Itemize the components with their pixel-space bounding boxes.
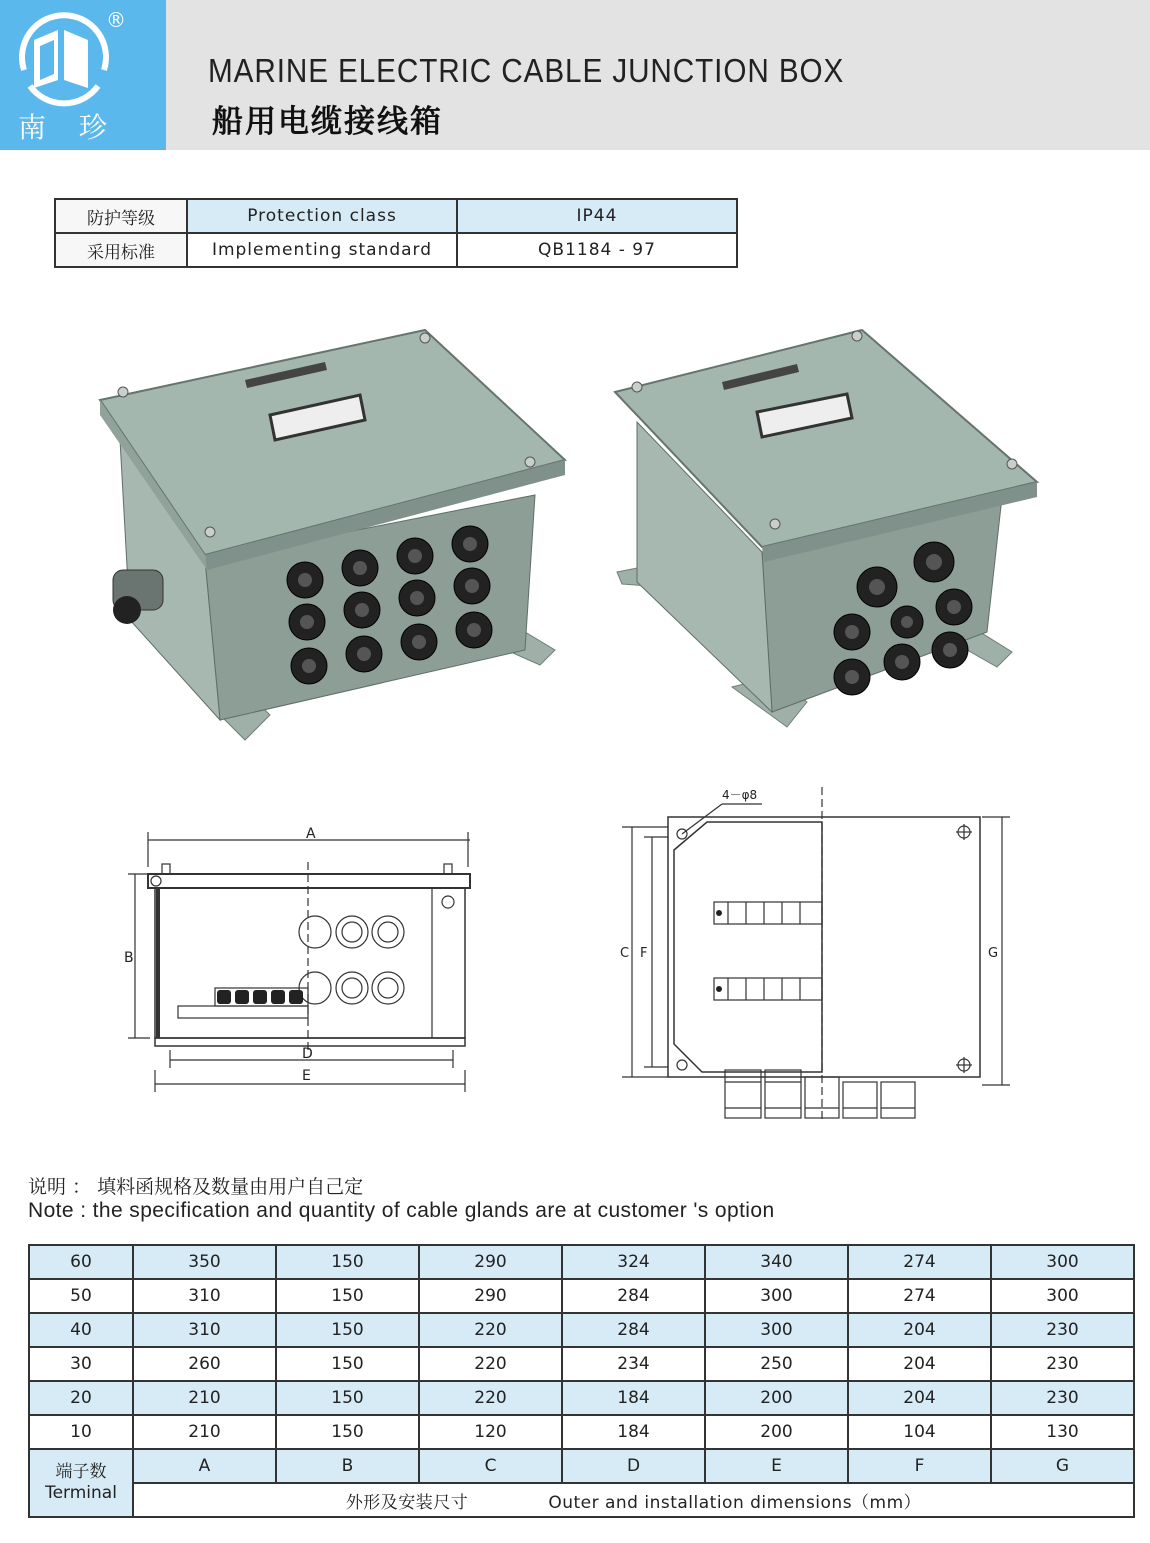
spec-label-en: Implementing standard	[187, 233, 457, 267]
dim-value: 340	[705, 1245, 848, 1279]
column-header: A	[133, 1449, 276, 1483]
dim-label-g: G	[988, 946, 999, 961]
dim-value: 300	[991, 1279, 1134, 1313]
dim-value: 324	[562, 1245, 705, 1279]
table-header-row	[29, 1449, 1134, 1483]
spec-value: QB1184 - 97	[457, 233, 737, 267]
dim-value: 184	[562, 1381, 705, 1415]
dim-value: 250	[705, 1347, 848, 1381]
spec-row-protection	[55, 199, 737, 233]
dim-value: 284	[562, 1313, 705, 1347]
dim-value: 150	[276, 1313, 419, 1347]
terminal-count: 20	[29, 1381, 133, 1415]
junction-box-photo-small	[612, 322, 1042, 737]
table-row	[29, 1347, 1134, 1381]
dim-value: 130	[991, 1415, 1134, 1449]
dim-value: 210	[133, 1381, 276, 1415]
dim-value: 184	[562, 1415, 705, 1449]
caption-en: Outer and installation dimensions（mm）	[548, 1492, 922, 1513]
page-title-en: MARINE ELECTRIC CABLE JUNCTION BOX	[208, 52, 845, 89]
dim-value: 220	[419, 1313, 562, 1347]
hole-spec-label: 4－φ8	[722, 788, 758, 802]
dim-label-f: F	[640, 946, 648, 961]
page-title-cn: 船用电缆接线箱	[212, 104, 443, 140]
dim-value: 230	[991, 1381, 1134, 1415]
dim-label-b: B	[124, 950, 134, 966]
dim-value: 200	[705, 1415, 848, 1449]
dim-value: 150	[276, 1415, 419, 1449]
dim-label-c: C	[620, 946, 630, 961]
table-row	[29, 1415, 1134, 1449]
dim-value: 290	[419, 1279, 562, 1313]
dim-label-a: A	[306, 826, 316, 842]
terminal-header	[29, 1449, 133, 1517]
dim-value: 230	[991, 1313, 1134, 1347]
dim-value: 204	[848, 1313, 991, 1347]
table-row	[29, 1279, 1134, 1313]
dimensions-caption	[133, 1483, 1134, 1517]
dim-value: 200	[705, 1381, 848, 1415]
dim-value: 300	[705, 1313, 848, 1347]
terminal-count: 40	[29, 1313, 133, 1347]
side-section-drawing	[120, 822, 480, 1097]
dim-value: 260	[133, 1347, 276, 1381]
column-header: B	[276, 1449, 419, 1483]
dim-value: 274	[848, 1245, 991, 1279]
dim-value: 220	[419, 1347, 562, 1381]
terminal-count: 10	[29, 1415, 133, 1449]
spec-row-standard	[55, 233, 737, 267]
dim-value: 284	[562, 1279, 705, 1313]
dim-value: 104	[848, 1415, 991, 1449]
dim-value: 150	[276, 1347, 419, 1381]
table-footer-row	[29, 1483, 1134, 1517]
column-header: C	[419, 1449, 562, 1483]
dim-value: 204	[848, 1347, 991, 1381]
table-row	[29, 1313, 1134, 1347]
dim-value: 234	[562, 1347, 705, 1381]
caption-cn: 外形及安装尺寸	[345, 1492, 469, 1513]
spec-value: IP44	[457, 199, 737, 233]
plan-view-drawing	[612, 782, 1017, 1127]
dim-value: 150	[276, 1245, 419, 1279]
column-header: E	[705, 1449, 848, 1483]
dim-value: 290	[419, 1245, 562, 1279]
terminal-label-en: Terminal	[45, 1483, 117, 1503]
spec-label-cn: 采用标准	[55, 233, 187, 267]
dim-value: 150	[276, 1381, 419, 1415]
column-header: F	[848, 1449, 991, 1483]
table-row	[29, 1245, 1134, 1279]
note-en: Note : the specification and quantity of cable glands are at customer 's option	[28, 1199, 775, 1222]
dim-value: 204	[848, 1381, 991, 1415]
terminal-count: 60	[29, 1245, 133, 1279]
dim-value: 220	[419, 1381, 562, 1415]
spec-label-en: Protection class	[187, 199, 457, 233]
dim-value: 350	[133, 1245, 276, 1279]
spec-label-cn: 防护等级	[55, 199, 187, 233]
terminal-count: 30	[29, 1347, 133, 1381]
dim-value: 120	[419, 1415, 562, 1449]
dim-label-e: E	[302, 1068, 311, 1084]
terminal-count: 50	[29, 1279, 133, 1313]
dim-value: 310	[133, 1313, 276, 1347]
dim-value: 150	[276, 1279, 419, 1313]
brand-logo	[0, 0, 166, 150]
spec-table	[54, 198, 738, 268]
terminal-label-cn: 端子数	[55, 1462, 107, 1482]
table-row	[29, 1381, 1134, 1415]
column-header: D	[562, 1449, 705, 1483]
registered-mark: ®	[106, 8, 126, 32]
column-header: G	[991, 1449, 1134, 1483]
dim-value: 300	[991, 1245, 1134, 1279]
dim-value: 300	[705, 1279, 848, 1313]
dim-value: 230	[991, 1347, 1134, 1381]
dim-value: 274	[848, 1279, 991, 1313]
dimensions-table	[28, 1244, 1135, 1518]
dim-value: 310	[133, 1279, 276, 1313]
junction-box-photo-large	[95, 320, 570, 750]
dim-value: 210	[133, 1415, 276, 1449]
logo-mark-icon	[0, 0, 166, 110]
note-cn: 说明 ： 填料函规格及数量由用户自己定	[28, 1176, 364, 1198]
logo-text: 南 珍	[18, 111, 119, 144]
dim-label-d: D	[302, 1046, 313, 1062]
